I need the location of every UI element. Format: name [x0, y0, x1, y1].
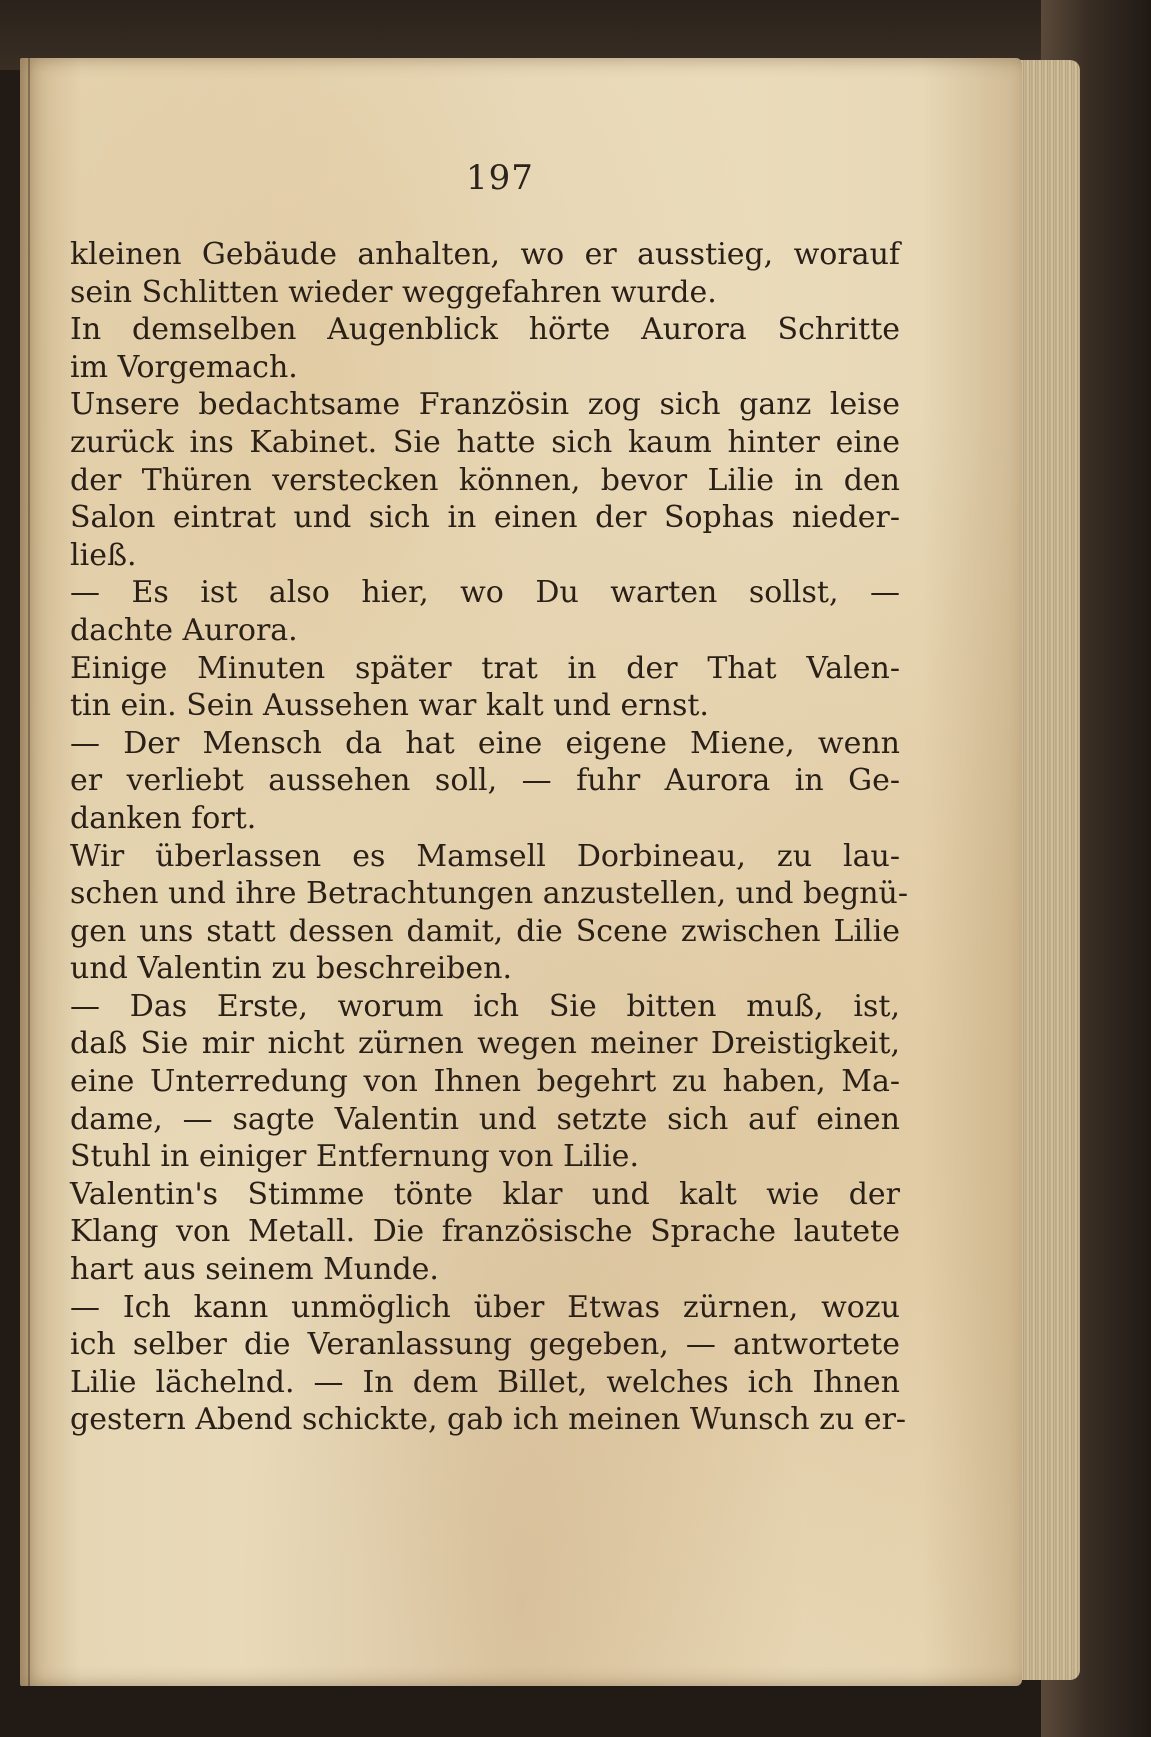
text-line: — Es ist also hier, wo Du warten sollst, — — [70, 575, 900, 611]
text-line: In demselben Augenblick hörte Aurora Schritte — [70, 312, 900, 348]
text-line: gen uns statt dessen damit, die Scene zwischen Lilie — [70, 913, 900, 949]
book-page — [20, 58, 1022, 1686]
text-line: ich selber die Veranlassung gegeben, — antwortete — [70, 1327, 900, 1363]
text-line: — Ich kann unmöglich über Etwas zürnen, wozu — [70, 1289, 900, 1325]
text-line: gestern Abend schickte, gab ich meinen Wunsch zu er- — [70, 1402, 907, 1438]
page-number: 197 — [466, 158, 534, 198]
text-line: hart aus seinem Munde. — [70, 1252, 439, 1288]
body-text — [70, 236, 908, 1439]
text-line: schen und ihre Betrachtungen anzustellen, und begnü- — [70, 876, 908, 912]
text-line: dachte Aurora. — [70, 612, 298, 648]
text-line: Einige Minuten später trat in der That Valen- — [70, 650, 900, 686]
text-line: — Der Mensch da hat eine eigene Miene, wenn — [70, 725, 900, 761]
text-line: und Valentin zu beschreiben. — [70, 951, 513, 987]
text-line: dame, — sagte Valentin und setzte sich auf einen — [70, 1101, 900, 1137]
text-line: ließ. — [70, 537, 137, 573]
text-line: Wir überlassen es Mamsell Dorbineau, zu lau- — [70, 838, 900, 874]
text-line: danken fort. — [70, 800, 257, 836]
text-line: Klang von Metall. Die französische Sprache lautete — [70, 1214, 900, 1250]
text-line: daß Sie mir nicht zürnen wegen meiner Dreistigkeit, — [70, 1026, 900, 1062]
text-line: eine Unterredung von Ihnen begehrt zu haben, Ma- — [70, 1064, 900, 1100]
text-line: — Das Erste, worum ich Sie bitten muß, ist, — [70, 988, 900, 1024]
text-line: Valentin's Stimme tönte klar und kalt wie der — [70, 1176, 900, 1212]
text-line: Stuhl in einiger Entfernung von Lilie. — [70, 1139, 639, 1175]
gutter-line — [28, 58, 30, 1686]
text-line: Unsere bedachtsame Französin zog sich ganz leise — [70, 387, 900, 423]
text-line: er verliebt aussehen soll, — fuhr Aurora in Ge- — [70, 763, 900, 799]
text-line: kleinen Gebäude anhalten, wo er ausstieg, worauf — [70, 237, 900, 272]
text-line: der Thüren verstecken können, bevor Lilie in den — [70, 462, 900, 498]
text-line: tin ein. Sein Aussehen war kalt und ernst. — [70, 688, 709, 724]
text-line: sein Schlitten wieder weggefahren wurde. — [70, 274, 717, 310]
text-line: zurück ins Kabinet. Sie hatte sich kaum hinter eine — [70, 424, 900, 460]
text-line: im Vorgemach. — [70, 349, 298, 385]
text-line: Salon eintrat und sich in einen der Sophas nieder- — [70, 500, 900, 536]
text-line: Lilie lächelnd. — In dem Billet, welches ich Ihnen — [70, 1364, 900, 1400]
